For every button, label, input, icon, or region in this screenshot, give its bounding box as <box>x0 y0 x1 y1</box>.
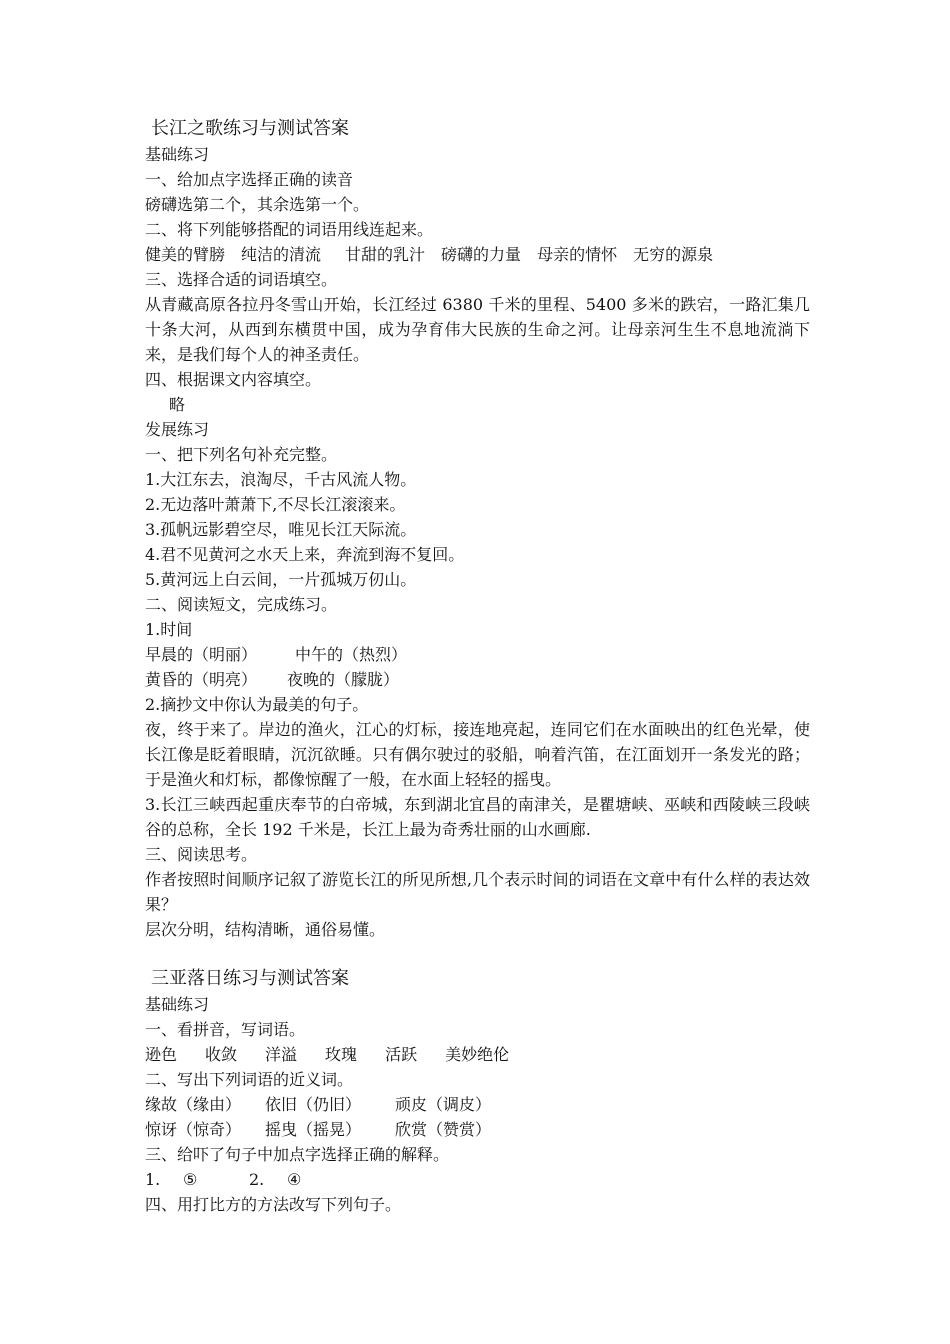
development-practice-heading: 发展练习 <box>145 420 210 439</box>
word-item: 逊色 <box>145 1045 178 1064</box>
pair-item: 纯洁的清流 <box>241 245 322 264</box>
time-item: 黄昏的（明亮） <box>145 670 258 689</box>
verse-item: 3.孤帆远影碧空尽，唯见长江天际流。 <box>145 520 417 539</box>
time-item: 早晨的（明丽） <box>145 645 258 664</box>
verse-item: 5.黄河远上白云间，一片孤城万仞山。 <box>145 570 417 589</box>
synonym-item: 顽皮（调皮） <box>395 1095 492 1114</box>
pair-item: 甘甜的乳汁 <box>345 245 426 264</box>
synonym-row <box>145 1117 810 1142</box>
pair-item: 磅礴的力量 <box>441 245 522 264</box>
time-row <box>145 642 810 667</box>
question-2-label: 二、将下列能够搭配的词语用线连起来。 <box>145 220 434 239</box>
basic-practice-heading: 基础练习 <box>145 145 210 164</box>
s2-question-4-label: 四、用打比方的方法改写下列句子。 <box>145 1195 402 1214</box>
time-item: 夜晚的（朦胧） <box>287 670 400 689</box>
s2-question-3-answers <box>145 1167 810 1192</box>
s2-question-3-label: 三、给吓了句子中加点字选择正确的解释。 <box>145 1145 450 1164</box>
word-item: 收敛 <box>205 1045 238 1064</box>
synonym-row <box>145 1092 810 1117</box>
dev-sub-2-label: 2.摘抄文中你认为最美的句子。 <box>145 695 369 714</box>
word-item: 洋溢 <box>265 1045 298 1064</box>
question-1-answer: 磅礴选第二个，其余选第一个。 <box>145 195 370 214</box>
s2-question-1-label: 一、看拼音，写词语。 <box>145 1020 306 1039</box>
section-title-changjiang: 长江之歌练习与测试答案 <box>151 118 349 139</box>
basic-practice-heading-2: 基础练习 <box>145 995 210 1014</box>
dev-sub-1-label: 1.时间 <box>145 620 193 639</box>
dev-question-3-label: 三、阅读思考。 <box>145 845 258 864</box>
question-4-answer: 略 <box>169 395 186 414</box>
verse-item: 4.君不见黄河之水天上来，奔流到海不复回。 <box>145 545 465 564</box>
answer-choice: ④ <box>287 1170 302 1189</box>
dev-question-3-answer: 层次分明，结构清晰，通俗易懂。 <box>145 920 386 939</box>
s2-question-2-label: 二、写出下列词语的近义词。 <box>145 1070 354 1089</box>
section-title-sanya: 三亚落日练习与测试答案 <box>151 968 349 989</box>
pair-item: 母亲的情怀 <box>537 245 618 264</box>
pinyin-words-row <box>145 1042 810 1067</box>
question-4-label: 四、根据课文内容填空。 <box>145 370 322 389</box>
synonym-item: 缘故（缘由） <box>145 1095 242 1114</box>
document-page <box>145 116 810 1217</box>
time-row <box>145 667 810 692</box>
pair-item: 无穷的源泉 <box>633 245 714 264</box>
dev-question-3-text: 作者按照时间顺序记叙了游览长江的所见所想,几个表示时间的词语在文章中有什么样的表达效果？ <box>145 870 810 914</box>
word-item: 美妙绝伦 <box>445 1045 510 1064</box>
question-2-pairs <box>145 242 810 267</box>
synonym-item: 欣赏（赞赏） <box>395 1120 492 1139</box>
word-item: 玫瑰 <box>325 1045 358 1064</box>
dev-sub-3-text: 3.长江三峡西起重庆奉节的白帝城，东到湖北宜昌的南津关，是瞿塘峡、巫峡和西陵峡三段峡谷的总称，全长 192 千米是，长江上最为奇秀壮丽的山水画廊. <box>145 795 810 839</box>
answer-number: 2. <box>249 1170 265 1189</box>
question-3-answer: 从青藏高原各拉丹冬雪山开始，长江经过 6380 千米的里程、5400 多米的跌宕，一路汇集几十条大河，从西到东横贯中国，成为孕育伟大民族的生命之河。让母亲河生生不息地流淌下来，是我们每个人的神圣责任。 <box>145 295 810 364</box>
synonym-item: 摇曳（摇晃） <box>265 1120 362 1139</box>
dev-question-1-label: 一、把下列名句补充完整。 <box>145 445 338 464</box>
pair-item: 健美的臂膀 <box>145 245 226 264</box>
word-item: 活跃 <box>385 1045 418 1064</box>
dev-question-2-label: 二、阅读短文，完成练习。 <box>145 595 338 614</box>
dev-sub-2-answer: 夜，终于来了。岸边的渔火，江心的灯标，接连地亮起，连同它们在水面映出的红色光晕，使长江像是眨着眼睛，沉沉欲睡。只有偶尔驶过的驳船，响着汽笛，在江面划开一条发光的路；于是渔火和灯标，都像惊醒了一般，在水面上轻轻的摇曳。 <box>145 720 810 789</box>
synonym-item: 惊讶（惊奇） <box>145 1120 242 1139</box>
answer-number: 1. <box>145 1170 161 1189</box>
question-1-label: 一、给加点字选择正确的读音 <box>145 170 354 189</box>
verse-item: 1.大江东去，浪淘尽，千古风流人物。 <box>145 470 417 489</box>
answer-choice: ⑤ <box>183 1170 198 1189</box>
synonym-item: 依旧（仍旧） <box>265 1095 362 1114</box>
verse-item: 2.无边落叶萧萧下,不尽长江滚滚来。 <box>145 495 406 514</box>
question-3-label: 三、选择合适的词语填空。 <box>145 270 338 289</box>
time-item: 中午的（热烈） <box>295 645 408 664</box>
